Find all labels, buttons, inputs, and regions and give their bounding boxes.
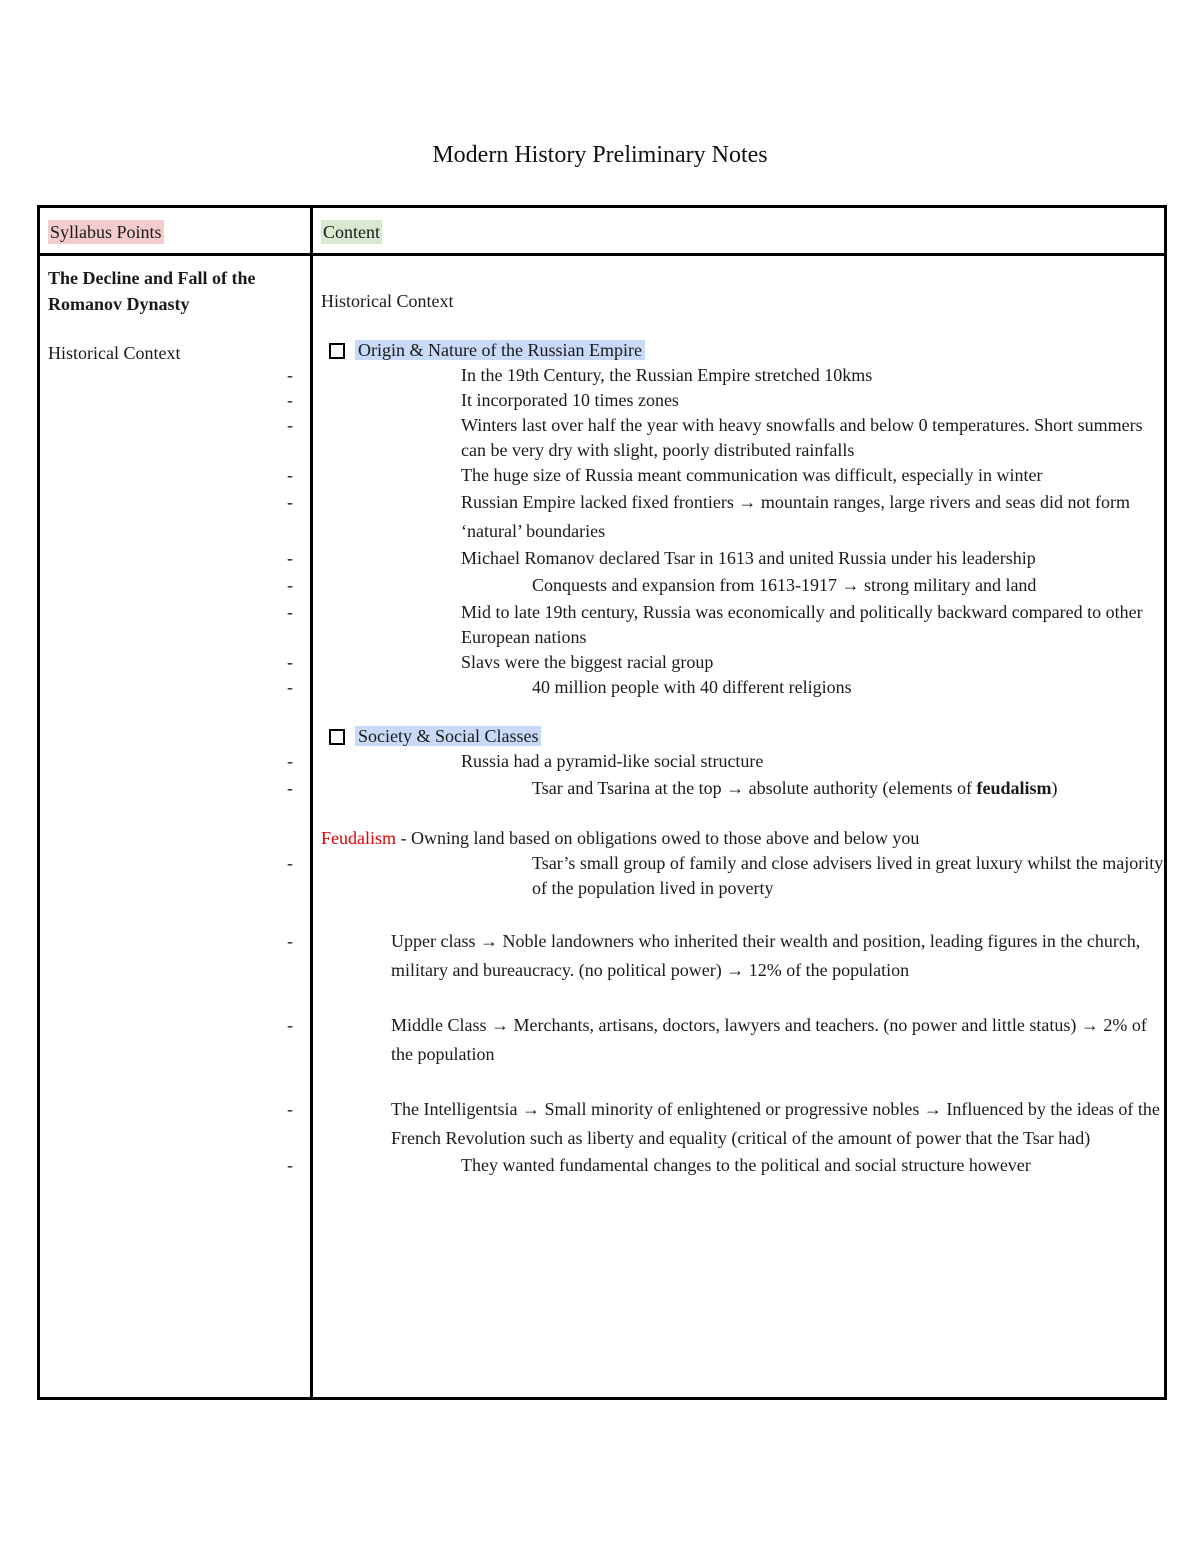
list-item: - Middle Class → Merchants, artisans, doctors, lawyers and teachers. (no power and little status) → 2% of the population [321, 1011, 1166, 1069]
syllabus-subtopic: Historical Context [48, 343, 181, 363]
list-item: - In the 19th Century, the Russian Empire stretched 10kms [321, 363, 1166, 388]
checkbox-icon [329, 729, 345, 745]
list-item: - The Intelligentsia → Small minority of enlightened or progressive nobles → Influenced by the ideas of the French Revolution such as liberty and equality (critical of the amount of power that the Tsar had) [321, 1095, 1166, 1153]
list-item: - Upper class → Noble landowners who inherited their wealth and position, leading figures in the church, military and bureaucracy. (no political power) → 12% of the population [321, 927, 1166, 985]
list-item: - The huge size of Russia meant communication was difficult, especially in winter [321, 463, 1166, 488]
list-item: - Tsar and Tsarina at the top → absolute authority (elements of feudalism) [321, 774, 1166, 802]
list-item: - 40 million people with 40 different religions [321, 675, 1166, 700]
classes-list [321, 927, 1166, 1178]
tsar-note-list [321, 851, 1166, 901]
list-item: - Russian Empire lacked fixed frontiers → mountain ranges, large rivers and seas did not form ‘natural’ boundaries [321, 488, 1166, 546]
list-item: - Slavs were the biggest racial group [321, 650, 1166, 675]
list-item: - They wanted fundamental changes to the political and social structure however [321, 1153, 1166, 1178]
definition-term: Feudalism [321, 828, 396, 848]
section-label: Society & Social Classes [355, 726, 541, 746]
checkbox-icon [329, 343, 345, 359]
notes-table [37, 205, 1167, 1400]
syllabus-column [48, 265, 303, 366]
feudalism-definition [321, 826, 1166, 851]
section-label: Origin & Nature of the Russian Empire [355, 340, 645, 360]
list-item: - Michael Romanov declared Tsar in 1613 and united Russia under his leadership [321, 546, 1166, 571]
column-divider [310, 208, 313, 1397]
syllabus-topic: The Decline and Fall of the Romanov Dynasty [48, 268, 256, 314]
content-heading: Historical Context [321, 291, 454, 311]
list-item: - Conquests and expansion from 1613-1917 → strong military and land [321, 571, 1166, 600]
list-item: - Russia had a pyramid-like social structure [321, 749, 1166, 774]
society-list [321, 749, 1166, 802]
list-item: - Tsar’s small group of family and close advisers lived in great luxury whilst the majority of the population lived in poverty [321, 851, 1166, 901]
section-society [321, 724, 1166, 749]
list-item: - Winters last over half the year with heavy snowfalls and below 0 temperatures. Short summers can be very dry with slight, poorly distributed rainfalls [321, 413, 1166, 463]
header-divider [40, 253, 1164, 256]
content-column [321, 289, 1166, 1178]
list-item: - It incorporated 10 times zones [321, 388, 1166, 413]
header-syllabus-points: Syllabus Points [50, 222, 162, 242]
header-content: Content [323, 222, 380, 242]
origin-list [321, 363, 1166, 700]
definition-text: - Owning land based on obligations owed to those above and below you [396, 828, 920, 848]
page-title: Modern History Preliminary Notes [432, 142, 768, 168]
section-origin [321, 338, 1166, 363]
list-item: - Mid to late 19th century, Russia was economically and politically backward compared to other European nations [321, 600, 1166, 650]
